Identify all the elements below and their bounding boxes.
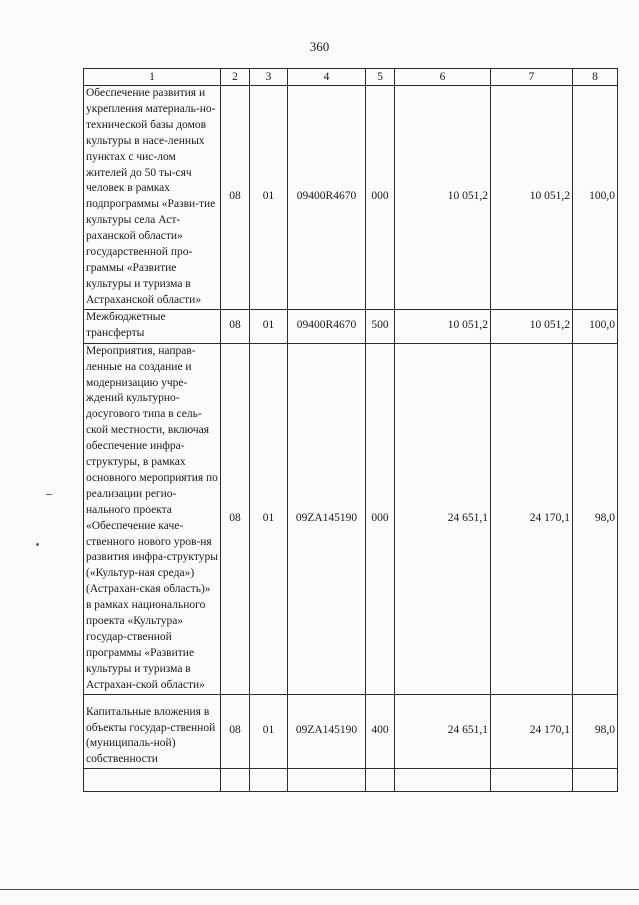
- table-row: [84, 86, 618, 310]
- planned-amount: 24 651,1: [395, 694, 491, 769]
- target-article-code: 09ZA145190: [288, 694, 366, 769]
- column-header: 5: [366, 69, 395, 86]
- column-header: 6: [395, 69, 491, 86]
- empty-cell: [288, 769, 366, 792]
- empty-cell: [491, 769, 573, 792]
- column-header: 7: [491, 69, 573, 86]
- expense-name: Капитальные вложения в объекты государ-ственной (муниципаль-ной) собственности: [84, 694, 221, 769]
- subsection-code: 01: [250, 309, 288, 343]
- column-header: 8: [573, 69, 618, 86]
- column-header: 1: [84, 69, 221, 86]
- subsection-code: 01: [250, 694, 288, 769]
- expense-name: Обеспечение развития и укрепления материаль-но-технической базы домов культуры в насе-ленных пунктах с чис-лом жителей до 50 ты-сяч человек в рамках подпрограммы «Разви-тие культуры села Аст-раханской области» государственной про-граммы «Развитие культуры и туризма в Астраханской области»: [84, 86, 221, 310]
- section-code: 08: [221, 309, 250, 343]
- expense-type-code: 000: [366, 343, 395, 694]
- target-article-code: 09400R4670: [288, 309, 366, 343]
- scan-speck: [36, 543, 39, 546]
- execution-percent: 100,0: [573, 86, 618, 310]
- page-number: 360: [309, 39, 330, 54]
- subsection-code: 01: [250, 343, 288, 694]
- expense-type-code: 500: [366, 309, 395, 343]
- section-code: 08: [221, 694, 250, 769]
- budget-table: [83, 68, 618, 792]
- scan-speck: [46, 494, 52, 495]
- planned-amount: 10 051,2: [395, 86, 491, 310]
- empty-cell: [573, 769, 618, 792]
- empty-cell: [395, 769, 491, 792]
- empty-cell: [221, 769, 250, 792]
- table-row: [84, 309, 618, 343]
- executed-amount: 24 170,1: [491, 343, 573, 694]
- expense-type-code: 400: [366, 694, 395, 769]
- executed-amount: 24 170,1: [491, 694, 573, 769]
- target-article-code: 09ZA145190: [288, 343, 366, 694]
- planned-amount: 10 051,2: [395, 309, 491, 343]
- column-header: 2: [221, 69, 250, 86]
- column-header: 3: [250, 69, 288, 86]
- header-row: [84, 69, 618, 86]
- table-empty-trailer: [84, 769, 618, 792]
- empty-cell: [366, 769, 395, 792]
- planned-amount: 24 651,1: [395, 343, 491, 694]
- execution-percent: 98,0: [573, 343, 618, 694]
- expense-type-code: 000: [366, 86, 395, 310]
- execution-percent: 100,0: [573, 309, 618, 343]
- table-row: [84, 343, 618, 694]
- target-article-code: 09400R4670: [288, 86, 366, 310]
- column-header: 4: [288, 69, 366, 86]
- section-code: 08: [221, 343, 250, 694]
- executed-amount: 10 051,2: [491, 86, 573, 310]
- section-code: 08: [221, 86, 250, 310]
- execution-percent: 98,0: [573, 694, 618, 769]
- scan-edge-line: [0, 889, 639, 890]
- table-row: [84, 694, 618, 769]
- executed-amount: 10 051,2: [491, 309, 573, 343]
- subsection-code: 01: [250, 86, 288, 310]
- expense-name: Межбюджетные трансферты: [84, 309, 221, 343]
- empty-cell: [250, 769, 288, 792]
- expense-name: Мероприятия, направ-ленные на создание и модернизацию учре-ждений культурно-досугового типа в сель-ской местности, включая обеспечение инфра-структуры, в рамках основного мероприятия по реализации регио-нального проекта «Обеспечение каче-ственного нового уров-ня развития инфра-структуры («Культур-ная среда») (Астрахан-ская область)» в рамках национального проекта «Культура» государ-ственной программы «Развитие культуры и туризма в Астрахан-ской области»: [84, 343, 221, 694]
- empty-cell: [84, 769, 221, 792]
